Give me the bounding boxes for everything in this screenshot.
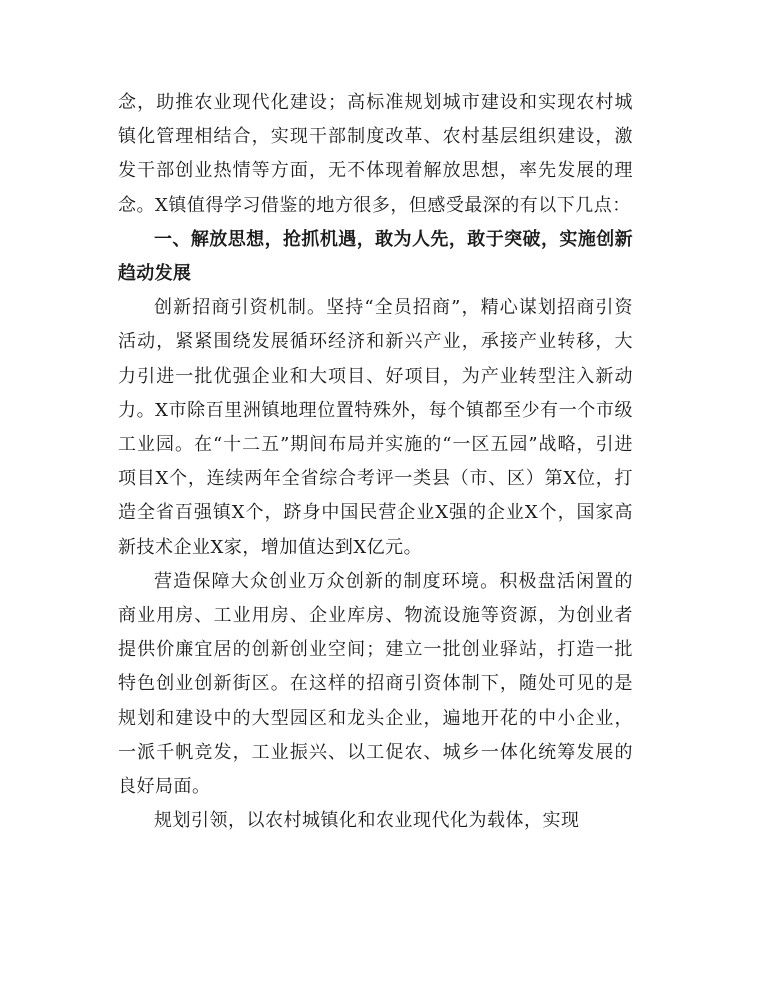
paragraph-entrepreneurship-environment: 营造保障大众创业万众创新的制度环境。积极盘活闲置的商业用房、工业用房、企业库房、物流设施等资源，为创业者提供价廉宜居的创新创业空间；建立一批创业驿站，打造一批特色创业创新街区。在这样的招商引资体制下，随处可见的是规划和建设中的大型园区和龙头企业，遍地开花的中小企业，一派千帆竞发，工业振兴、以工促农、城乡一体化统筹发展的良好局面。 [118, 570, 633, 798]
document-body [118, 86, 633, 838]
section-heading: 一、解放思想，抢抓机遇，敢为人先，敢于突破，实施创新趋动发展 [118, 228, 633, 285]
paragraph-planning-guidance: 规划引领，以农村城镇化和农业现代化为载体，实现 [154, 810, 580, 832]
paragraph-continuation: 念，助推农业现代化建设；高标准规划城市建设和实现农村城镇化管理相结合，实现干部制度改革、农村基层组织建设，激发干部创业热情等方面，无不体现着解放思想，率先发展的理念。X镇值得学习借鉴的地方很多，但感受最深的有以下几点： [118, 92, 633, 216]
paragraph-investment-mechanism: 创新招商引资机制。坚持“全员招商”，精心谋划招商引资活动，紧紧围绕发展循环经济和新兴产业，承接产业转移，大力引进一批优强企业和大项目、好项目，为产业转型注入新动力。X市除百里洲镇地理位置特殊外，每个镇都至少有一个市级工业园。在“十二五”期间布局并实施的“一区五园”战略，引进项目X个，连续两年全省综合考评一类县（市、区）第X位，打造全省百强镇X个，跻身中国民营企业X强的企业X个，国家高新技术企业X家，增加值达到X亿元。 [118, 297, 633, 558]
